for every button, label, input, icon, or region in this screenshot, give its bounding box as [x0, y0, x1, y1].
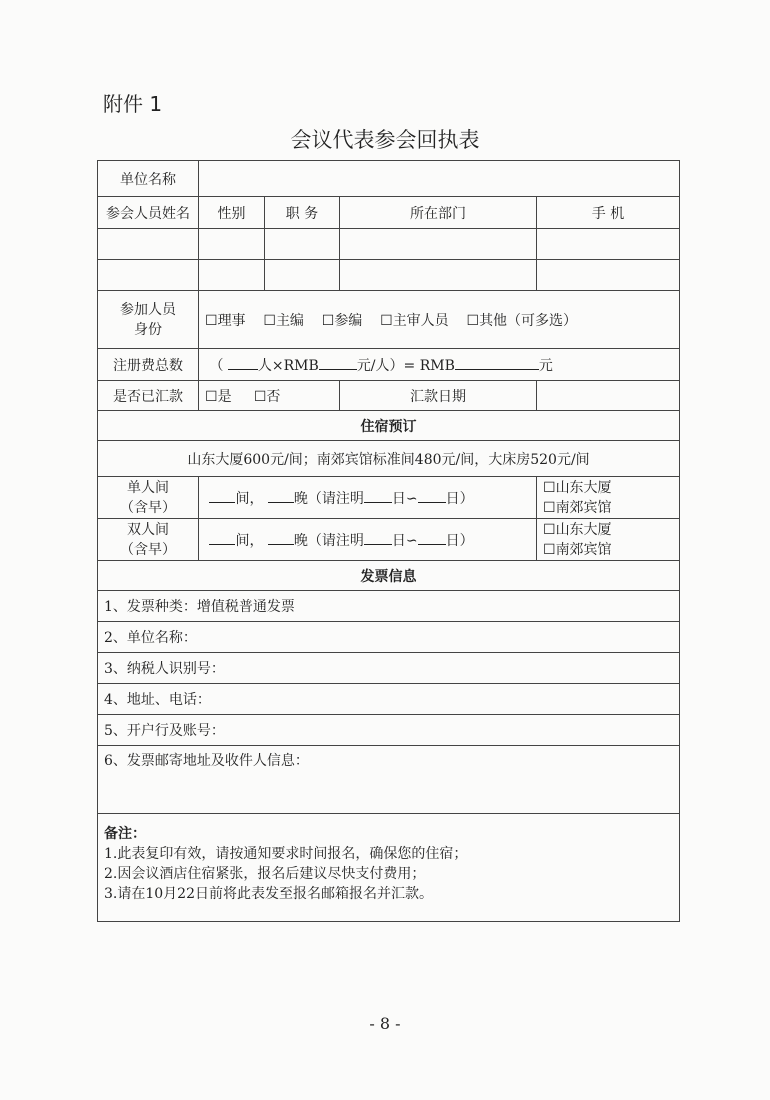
- invoice-title: 发票信息: [98, 561, 680, 591]
- fee-formula: （ 人×RMB 元/人）= RMB 元: [199, 349, 680, 381]
- remit-date-field[interactable]: [537, 381, 680, 411]
- identity-option-other[interactable]: ☐其他（可多选）: [466, 312, 578, 329]
- note-item: 1.此表复印有效，请按通知要求时间报名，确保您的住宿；: [104, 846, 468, 862]
- invoice-row: [98, 653, 680, 684]
- double-end-day-blank[interactable]: [418, 530, 446, 545]
- attendee-row: [98, 260, 680, 291]
- attendee-phone-field[interactable]: [537, 260, 680, 291]
- paid-options: [199, 381, 340, 411]
- remit-date-label: 汇款日期: [340, 381, 537, 411]
- unit-label: 单位名称: [98, 161, 199, 197]
- invoice-row: [98, 746, 680, 814]
- double-night-count-blank[interactable]: [268, 530, 294, 545]
- unit-name-field[interactable]: [199, 161, 680, 197]
- invoice-mailing-address-field[interactable]: 6、发票邮寄地址及收件人信息：: [98, 746, 680, 814]
- double-hotel-nanjiao-checkbox[interactable]: ☐南郊宾馆: [543, 541, 612, 558]
- invoice-row: [98, 715, 680, 746]
- attendee-gender-field[interactable]: [199, 229, 265, 260]
- registration-form: [97, 160, 680, 922]
- page-number: - 8 -: [369, 1014, 401, 1033]
- invoice-row: [98, 622, 680, 653]
- accommodation-header-row: [98, 411, 680, 441]
- invoice-bank-account-field[interactable]: 5、开户行及账号：: [98, 715, 680, 746]
- attendee-position-field[interactable]: [265, 260, 340, 291]
- col-position-header: 职 务: [265, 197, 340, 229]
- single-room-row: [98, 477, 680, 519]
- single-end-day-blank[interactable]: [418, 488, 446, 503]
- attendee-gender-field[interactable]: [199, 260, 265, 291]
- single-room-hotels: [537, 477, 680, 519]
- notes-row: [98, 814, 680, 922]
- single-room-count-blank[interactable]: [209, 488, 235, 503]
- invoice-unit-name-field[interactable]: 2、单位名称：: [98, 622, 680, 653]
- attendee-name-field[interactable]: [98, 260, 199, 291]
- note-item: 3.请在10月22日前将此表发至报名邮箱报名并汇款。: [104, 886, 433, 902]
- invoice-header-row: [98, 561, 680, 591]
- single-hotel-shandong-checkbox[interactable]: ☐山东大厦: [543, 479, 612, 496]
- invoice-taxpayer-id-field[interactable]: 3、纳税人识别号：: [98, 653, 680, 684]
- fee-total-blank[interactable]: [455, 355, 539, 370]
- double-start-day-blank[interactable]: [364, 530, 392, 545]
- single-start-day-blank[interactable]: [364, 488, 392, 503]
- col-phone-header: 手 机: [537, 197, 680, 229]
- double-room-label: 双人间 （含早）: [98, 519, 199, 561]
- notes-title: 备注：: [104, 826, 146, 842]
- double-room-hotels: [537, 519, 680, 561]
- col-department-header: 所在部门: [340, 197, 537, 229]
- identity-options: [199, 291, 680, 349]
- attendee-department-field[interactable]: [340, 229, 537, 260]
- fee-unit-blank[interactable]: [319, 355, 357, 370]
- attendee-department-field[interactable]: [340, 260, 537, 291]
- identity-label-line1: 参加人员: [120, 301, 176, 318]
- invoice-row: [98, 591, 680, 622]
- notes-cell: [98, 814, 680, 922]
- accommodation-title: 住宿预订: [98, 411, 680, 441]
- payment-row: [98, 381, 680, 411]
- unit-row: [98, 161, 680, 197]
- identity-option-co-editor[interactable]: ☐参编: [321, 312, 363, 329]
- col-gender-header: 性别: [199, 197, 265, 229]
- fee-count-blank[interactable]: [228, 355, 258, 370]
- double-room-booking: 间， 晚（请注明 日∽ 日）: [199, 519, 537, 561]
- attendee-row: [98, 229, 680, 260]
- attendee-position-field[interactable]: [265, 229, 340, 260]
- fee-row: [98, 349, 680, 381]
- identity-label-line2: 身份: [134, 321, 162, 338]
- paid-option-no[interactable]: ☐否: [253, 388, 281, 405]
- identity-row: [98, 291, 680, 349]
- invoice-type: 1、发票种类：增值税普通发票: [98, 591, 680, 622]
- identity-option-director[interactable]: ☐理事: [205, 312, 246, 329]
- single-night-count-blank[interactable]: [268, 488, 294, 503]
- header-row: [98, 197, 680, 229]
- attendee-name-field[interactable]: [98, 229, 199, 260]
- identity-option-reviewer[interactable]: ☐主审人员: [380, 312, 449, 329]
- page-title: 会议代表参会回执表: [290, 128, 480, 152]
- attendee-phone-field[interactable]: [537, 229, 680, 260]
- accommodation-prices: 山东大厦600元/间；南郊宾馆标准间480元/间，大床房520元/间: [98, 441, 680, 477]
- accommodation-price-row: [98, 441, 680, 477]
- double-room-count-blank[interactable]: [209, 530, 235, 545]
- invoice-address-phone-field[interactable]: 4、地址、电话：: [98, 684, 680, 715]
- single-room-booking: 间， 晚（请注明 日∽ 日）: [199, 477, 537, 519]
- note-item: 2.因会议酒店住宿紧张，报名后建议尽快支付费用；: [104, 866, 426, 882]
- fee-label: 注册费总数: [98, 349, 199, 381]
- single-hotel-nanjiao-checkbox[interactable]: ☐南郊宾馆: [543, 499, 612, 516]
- col-name-header: 参会人员姓名: [98, 197, 199, 229]
- double-hotel-shandong-checkbox[interactable]: ☐山东大厦: [543, 521, 612, 538]
- paid-label: 是否已汇款: [98, 381, 199, 411]
- identity-option-editor[interactable]: ☐主编: [263, 312, 304, 329]
- single-room-label: 单人间 （含早）: [98, 477, 199, 519]
- attachment-label: 附件 1: [103, 92, 163, 116]
- paid-option-yes[interactable]: ☐是: [205, 388, 232, 405]
- identity-label: [98, 291, 199, 349]
- invoice-row: [98, 684, 680, 715]
- double-room-row: [98, 519, 680, 561]
